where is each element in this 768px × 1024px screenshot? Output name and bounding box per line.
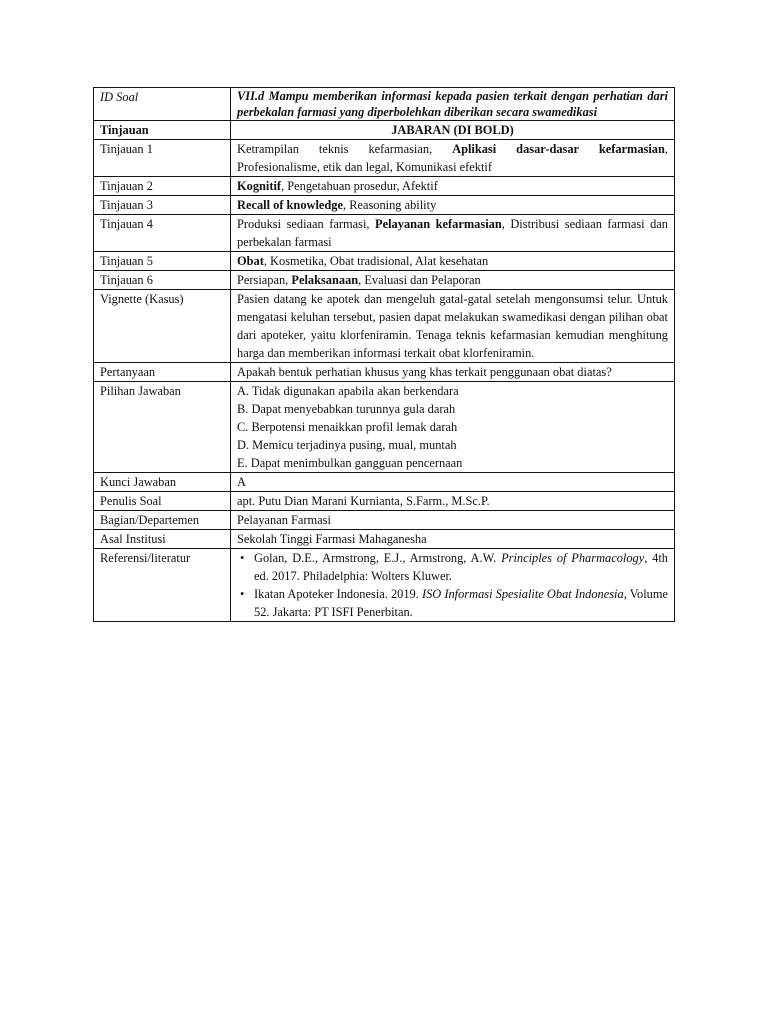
label-tinjauan-2: Tinjauan 2 [94,177,231,196]
text-part: Ikatan Apoteker Indonesia. 2019. [254,587,422,601]
text-part: , Reasoning ability [343,198,437,212]
text-part: , 4th ed. 2017. Philadelphia: Wolters Kluwer. [254,551,669,583]
text-part: , Profesionalisme, etik dan legal, Komunikasi efektif [237,142,669,174]
row-tinjauan-3 [94,196,675,215]
bold-part: Pelayanan kefarmasian [375,217,502,231]
value-tinjauan-6 [231,271,675,290]
row-kunci-jawaban [94,473,675,492]
answer-option-c: C. Berpotensi menaikkan profil lemak darah [237,420,458,434]
row-header [94,121,675,140]
label-tinjauan-header: Tinjauan [94,121,231,140]
value-bagian-departemen: Pelayanan Farmasi [231,511,675,530]
value-referensi [231,549,675,622]
label-pilihan-jawaban: Pilihan Jawaban [94,382,231,473]
italic-part: ISO Informasi Spesialite Obat Indonesia [421,587,624,601]
text-part: , Distribusi sediaan farmasi dan perbekalan farmasi [237,217,668,249]
label-tinjauan-3: Tinjauan 3 [94,196,231,215]
value-tinjauan-5 [231,252,675,271]
text-part: Persiapan, [237,273,292,287]
label-tinjauan-1: Tinjauan 1 [94,140,231,177]
row-tinjauan-5 [94,252,675,271]
answer-option-b: B. Dapat menyebabkan turunnya gula darah [237,402,456,416]
italic-part: Principles of Pharmacology [501,551,645,565]
bold-part: Obat [237,254,264,268]
row-pilihan-jawaban [94,382,675,473]
label-referensi: Referensi/literatur [94,549,231,622]
row-bagian-departemen [94,511,675,530]
row-id-soal [94,88,675,121]
row-referensi [94,549,675,622]
value-asal-institusi: Sekolah Tinggi Farmasi Mahaganesha [231,530,675,549]
value-vignette: Pasien datang ke apotek dan mengeluh gatal-gatal setelah mengonsumsi telur. Untuk mengatasi keluhan tersebut, pasien dapat melakukan swamedikasi dengan pilihan obat dari apoteker, yaitu klorfeniramin. Tenaga teknis kefarmasian kemudian menghitung harga dan memberikan informasi terkait obat klorfeniramin. [231,290,675,363]
label-tinjauan-6: Tinjauan 6 [94,271,231,290]
value-kunci-jawaban: A [231,473,675,492]
answer-option-d: D. Memicu terjadinya pusing, mual, muntah [237,438,457,452]
row-penulis-soal [94,492,675,511]
label-tinjauan-4: Tinjauan 4 [94,215,231,252]
bold-part: Aplikasi dasar-dasar kefarmasian [452,142,665,156]
text-part: , Evaluasi dan Pelaporan [358,273,481,287]
text-part: , Pengetahuan prosedur, Afektif [281,179,438,193]
row-asal-institusi [94,530,675,549]
reference-item [240,549,669,585]
text-part: Golan, D.E., Armstrong, E.J., Armstrong, A.W. [254,551,502,565]
value-tinjauan-4 [231,215,675,252]
bullet-icon: • [240,551,245,565]
label-asal-institusi: Asal Institusi [94,530,231,549]
value-tinjauan-1 [231,140,675,177]
label-pertanyaan: Pertanyaan [94,363,231,382]
bold-part: Kognitif [237,179,282,193]
bold-part: Recall of knowledge [237,198,343,212]
row-tinjauan-4 [94,215,675,252]
question-table [93,87,675,622]
label-vignette: Vignette (Kasus) [94,290,231,363]
row-tinjauan-6 [94,271,675,290]
value-tinjauan-2 [231,177,675,196]
reference-list [237,549,668,621]
text-part: Ketrampilan teknis kefarmasian, [237,142,453,156]
text-part: , Kosmetika, Obat tradisional, Alat kesehatan [263,254,489,268]
value-pilihan-jawaban [231,382,675,473]
label-penulis-soal: Penulis Soal [94,492,231,511]
value-id-soal: VII.d Mampu memberikan informasi kepada pasien terkait dengan perhatian dari perbekalan farmasi yang diperbolehkan diberikan secara swamedikasi [231,88,675,121]
label-tinjauan-5: Tinjauan 5 [94,252,231,271]
row-tinjauan-2 [94,177,675,196]
value-tinjauan-3 [231,196,675,215]
value-pertanyaan: Apakah bentuk perhatian khusus yang khas terkait penggunaan obat diatas? [231,363,675,382]
bold-part: Pelaksanaan [291,273,359,287]
reference-item [240,585,668,621]
bullet-icon: • [240,587,245,601]
answer-option-e: E. Dapat menimbulkan gangguan pencernaan [237,456,463,470]
text-part: Produksi sediaan farmasi, [237,217,376,231]
value-jabaran-header: JABARAN (DI BOLD) [231,121,675,140]
label-kunci-jawaban: Kunci Jawaban [94,473,231,492]
row-pertanyaan [94,363,675,382]
value-penulis-soal: apt. Putu Dian Marani Kurnianta, S.Farm., M.Sc.P. [231,492,675,511]
row-tinjauan-1 [94,140,675,177]
text-part: , Volume 52. Jakarta: PT ISFI Penerbitan. [254,587,668,619]
answer-option-a: A. Tidak digunakan apabila akan berkendara [237,384,459,398]
label-bagian-departemen: Bagian/Departemen [94,511,231,530]
row-vignette [94,290,675,363]
label-id-soal: ID Soal [94,88,231,121]
